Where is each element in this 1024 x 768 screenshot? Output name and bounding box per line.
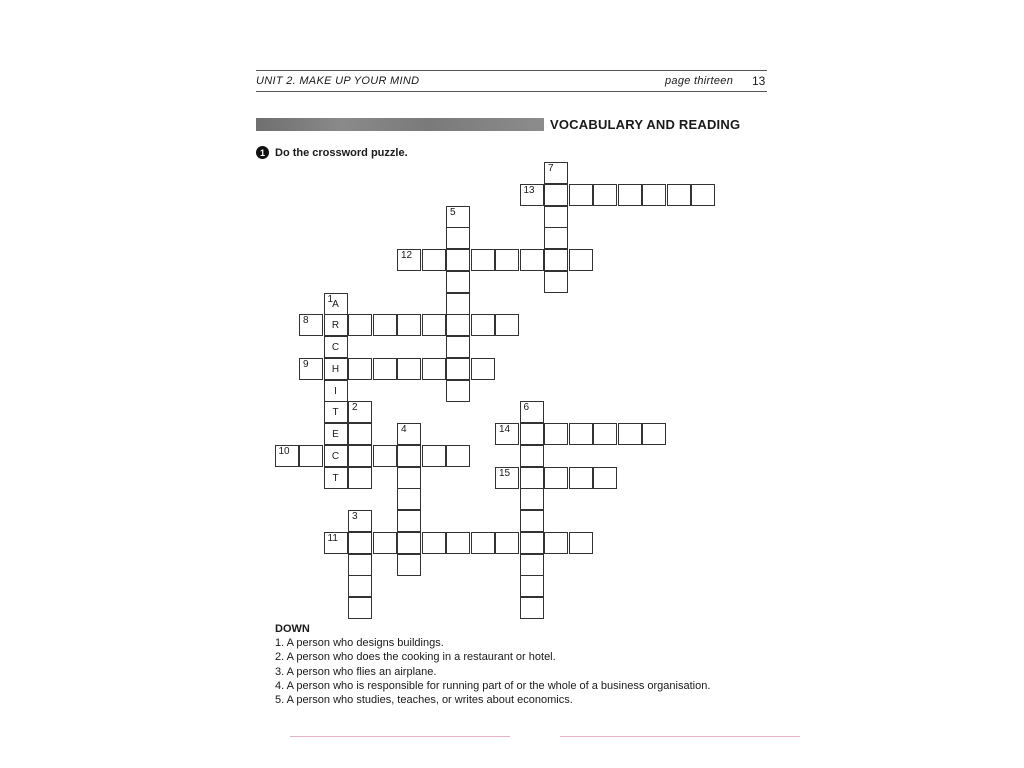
crossword-cell[interactable]: [495, 314, 519, 336]
clues-title: DOWN: [275, 623, 310, 635]
crossword-cell[interactable]: [471, 358, 495, 380]
crossword-cell[interactable]: [569, 467, 593, 489]
clue-item: 3. A person who flies an airplane.: [275, 665, 437, 678]
crossword-cell[interactable]: [618, 423, 642, 445]
crossword-cell[interactable]: [520, 401, 544, 423]
clue-number: 4: [401, 424, 407, 435]
clue-number: 9: [303, 358, 309, 370]
crossword-cell[interactable]: [397, 510, 421, 532]
crossword-cell[interactable]: [569, 532, 593, 554]
crossword-cell[interactable]: [373, 532, 397, 554]
crossword-cell[interactable]: [348, 575, 372, 597]
exercise-instruction: Do the crossword puzzle.: [275, 147, 408, 159]
crossword-cell[interactable]: [422, 314, 446, 336]
crossword-cell[interactable]: [397, 314, 421, 336]
crossword-cell[interactable]: [446, 380, 470, 402]
crossword-cell-filled[interactable]: [324, 336, 348, 358]
crossword-cell[interactable]: [397, 488, 421, 510]
crossword-cell[interactable]: [348, 510, 372, 532]
crossword-cell[interactable]: [471, 532, 495, 554]
cell-letter: A: [332, 298, 339, 310]
crossword-cell[interactable]: [520, 532, 544, 554]
crossword-cell[interactable]: [495, 532, 519, 554]
clues-down: [275, 622, 710, 707]
crossword-cell-filled[interactable]: [324, 467, 348, 489]
crossword-cell[interactable]: [299, 358, 323, 380]
clue-number: 10: [278, 445, 290, 457]
clue-number: 13: [523, 184, 535, 196]
crossword-cell[interactable]: [520, 184, 544, 206]
clue-item: 5. A person who studies, teaches, or writes about economics.: [275, 694, 573, 707]
unit-title: UNIT 2. MAKE UP YOUR MIND: [256, 75, 420, 87]
cell-letter: R: [331, 320, 340, 332]
crossword-cell[interactable]: [397, 358, 421, 380]
clue-number: 1: [327, 293, 334, 305]
cell-letter: T: [332, 407, 339, 419]
crossword-cell[interactable]: [520, 488, 544, 510]
crossword-cell-filled[interactable]: [324, 423, 348, 445]
crossword-cell-filled[interactable]: [324, 401, 348, 423]
crossword-cell[interactable]: [348, 467, 372, 489]
crossword-cell[interactable]: [446, 293, 470, 315]
crossword-cell-filled[interactable]: [324, 293, 348, 315]
crossword-cell[interactable]: [618, 184, 642, 206]
clue-item: 2. A person who does the cooking in a restaurant or hotel.: [275, 651, 556, 664]
crossword-cell[interactable]: [544, 532, 568, 554]
crossword-cell[interactable]: [520, 510, 544, 532]
clue-item: 1. A person who designs buildings.: [275, 637, 444, 650]
crossword-cell[interactable]: [544, 162, 568, 184]
crossword-cell-filled[interactable]: [324, 445, 348, 467]
crossword-cell[interactable]: [544, 467, 568, 489]
crossword-cell[interactable]: [373, 314, 397, 336]
crossword-cell[interactable]: [544, 227, 568, 249]
crossword-cell[interactable]: [520, 467, 544, 489]
page-number: 13: [752, 74, 766, 88]
crossword-cell[interactable]: [299, 445, 323, 467]
cell-letter: T: [332, 472, 339, 484]
crossword-cell[interactable]: [348, 554, 372, 576]
crossword-cell[interactable]: [471, 249, 495, 271]
section-title: VOCABULARY AND READING: [550, 117, 741, 132]
crossword-cell[interactable]: [642, 423, 666, 445]
crossword-cell[interactable]: [446, 358, 470, 380]
page-label: page thirteen: [665, 75, 734, 87]
crossword-cell[interactable]: [446, 445, 470, 467]
crossword-cell[interactable]: [446, 314, 470, 336]
scan-line: [560, 736, 800, 737]
crossword-cell[interactable]: [446, 206, 470, 228]
crossword-cell[interactable]: [593, 184, 617, 206]
cell-letter: H: [331, 363, 340, 375]
crossword-cell[interactable]: [397, 532, 421, 554]
clue-number: 8: [303, 315, 309, 327]
crossword-cell[interactable]: [348, 423, 372, 445]
cell-letter: E: [332, 429, 339, 440]
clue-number: 15: [499, 467, 511, 479]
crossword-cell[interactable]: [691, 184, 715, 206]
crossword-cell[interactable]: [422, 249, 446, 271]
crossword-cell[interactable]: [397, 423, 421, 445]
crossword-cell[interactable]: [495, 423, 519, 445]
exercise-number-badge: 1: [256, 146, 269, 159]
crossword-cell[interactable]: [446, 336, 470, 358]
clue-number: 5: [450, 206, 456, 218]
crossword-cell[interactable]: [348, 597, 372, 619]
crossword-cell[interactable]: [593, 467, 617, 489]
cell-letter: C: [331, 450, 340, 462]
crossword-cell[interactable]: [569, 249, 593, 271]
crossword-cell[interactable]: [569, 423, 593, 445]
crossword-cell[interactable]: [520, 249, 544, 271]
crossword-cell[interactable]: [544, 249, 568, 271]
crossword-cell[interactable]: [446, 227, 470, 249]
crossword-cell[interactable]: [544, 206, 568, 228]
crossword-cell[interactable]: [324, 532, 348, 554]
crossword-cell[interactable]: [373, 445, 397, 467]
crossword-cell[interactable]: [544, 423, 568, 445]
cell-letter: I: [334, 385, 337, 397]
crossword-cell[interactable]: [348, 532, 372, 554]
crossword-cell[interactable]: [348, 445, 372, 467]
crossword-cell[interactable]: [471, 314, 495, 336]
crossword-cell[interactable]: [520, 597, 544, 619]
crossword-cell[interactable]: [667, 184, 691, 206]
crossword-cell[interactable]: [397, 445, 421, 467]
crossword-cell[interactable]: [495, 467, 519, 489]
crossword-cell[interactable]: [520, 423, 544, 445]
crossword-cell[interactable]: [520, 554, 544, 576]
clue-number: 12: [401, 250, 413, 261]
crossword-cell[interactable]: [397, 467, 421, 489]
crossword-cell[interactable]: [569, 184, 593, 206]
crossword-cell[interactable]: [348, 314, 372, 336]
crossword-cell[interactable]: [397, 554, 421, 576]
crossword-cell[interactable]: [544, 184, 568, 206]
clue-number: 6: [523, 402, 530, 414]
crossword-cell[interactable]: [446, 271, 470, 293]
crossword-cell[interactable]: [495, 249, 519, 271]
crossword-cell-filled[interactable]: [324, 314, 348, 336]
crossword-cell[interactable]: [593, 423, 617, 445]
crossword-cell[interactable]: [373, 358, 397, 380]
crossword-cell[interactable]: [422, 358, 446, 380]
crossword-cell-filled[interactable]: [324, 358, 348, 380]
crossword-cell[interactable]: [520, 575, 544, 597]
crossword-cell[interactable]: [348, 401, 372, 423]
clue-number: 14: [499, 424, 511, 435]
crossword-cell[interactable]: [275, 445, 299, 467]
crossword-cell[interactable]: [544, 271, 568, 293]
clue-number: 7: [548, 163, 554, 174]
crossword-cell[interactable]: [422, 445, 446, 467]
clue-item: 4. A person who is responsible for running part of or the whole of a business organisation.: [275, 679, 711, 692]
crossword-cell[interactable]: [446, 249, 470, 271]
crossword-cell[interactable]: [397, 249, 421, 271]
scan-line: [290, 736, 510, 737]
crossword-cell[interactable]: [348, 358, 372, 380]
clue-number: 2: [352, 402, 358, 414]
clue-number: 11: [327, 532, 338, 544]
crossword-cell[interactable]: [299, 314, 323, 336]
crossword-cell-filled[interactable]: [324, 380, 348, 402]
crossword-cell[interactable]: [422, 532, 446, 554]
crossword-cell[interactable]: [520, 445, 544, 467]
crossword-cell[interactable]: [446, 532, 470, 554]
crossword-cell[interactable]: [642, 184, 666, 206]
cell-letter: C: [331, 342, 340, 353]
clue-number: 3: [352, 511, 358, 522]
